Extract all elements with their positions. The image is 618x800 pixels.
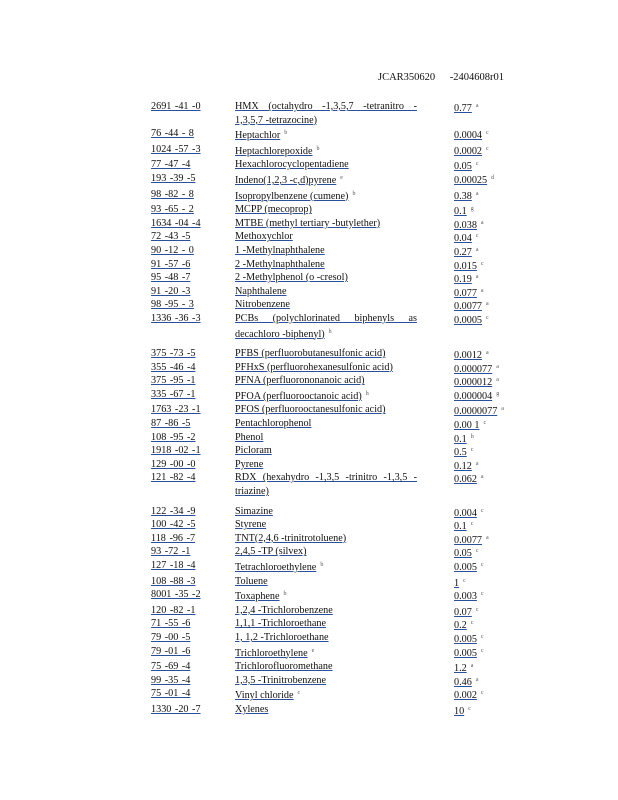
chemical-name-text: Phenol [235, 431, 264, 443]
concentration-text: 0.003 [454, 591, 477, 603]
concentration-footnote-marker: c [468, 705, 471, 712]
cas-number: 335 -67 -1 [151, 388, 196, 400]
chemical-name [235, 660, 417, 674]
name-footnote-marker: b [352, 190, 356, 197]
chemical-name [235, 631, 417, 645]
concentration-value [454, 471, 484, 487]
concentration-value [454, 188, 479, 204]
chemical-name-text: Xylenes [235, 703, 269, 715]
chemical-name [235, 458, 417, 472]
chemical-name-text: Styrene [235, 519, 267, 531]
table-row [151, 703, 531, 717]
name-footnote-marker: b [320, 562, 324, 568]
concentration-text: 0.1 [454, 521, 467, 533]
chemical-name-text: Vinyl chloride [235, 690, 294, 702]
table-row [151, 588, 531, 604]
table-row [151, 347, 531, 361]
chemical-name-text: HMX (octahydro -1,3,5,7 -tetranitro - 1,3,5,7 -tetrazocine) [235, 101, 417, 126]
cas-number: 98 -82 - 8 [151, 188, 194, 200]
concentration-footnote-marker: a [475, 190, 479, 197]
concentration-value [454, 143, 489, 159]
concentration-footnote-marker: a [496, 363, 499, 370]
chemical-name-text: Methoxychlor [235, 231, 293, 243]
chemical-name-text: 1,3,5 -Trinitrobenzene [235, 674, 327, 686]
chemical-name-text: Indeno(1,2,3 -c,d)pyrene [235, 174, 337, 186]
concentration-text: 0.27 [454, 246, 472, 258]
concentration-text: 0.000012 [454, 377, 493, 389]
table-row [151, 645, 531, 661]
name-footnote-marker: b [284, 130, 288, 137]
chemical-name-text: 1,2,4 -Trichlorobenzene [235, 604, 333, 616]
cas-number: 93 -72 -1 [151, 546, 191, 558]
chemical-name-text: TNT(2,4,6 -trinitrotoluene) [235, 532, 347, 544]
concentration-text: 0.1 [454, 433, 467, 445]
chemical-name-text: Pentachlorophenol [235, 418, 312, 430]
table-row [151, 431, 531, 445]
concentration-footnote-marker: a [480, 474, 484, 481]
concentration-text: 0.077 [454, 287, 477, 299]
concentration-footnote-marker: h [470, 433, 474, 440]
table-row [151, 188, 531, 204]
concentration-text: 0.0012 [454, 350, 483, 362]
chemical-name [235, 559, 417, 575]
name-footnote-marker: c [297, 690, 301, 697]
cas-number: 1330 -20 -7 [151, 703, 201, 715]
concentration-text: 0.004 [454, 507, 477, 519]
table-row [151, 217, 531, 231]
table-row [151, 471, 531, 498]
concentration-text: 0.0077 [454, 301, 483, 313]
chemical-name [235, 172, 417, 188]
concentration-footnote-marker: c [480, 507, 484, 514]
concentration-footnote-marker: c [480, 647, 484, 654]
concentration-footnote-marker: c [470, 447, 474, 454]
chemical-name [235, 545, 417, 559]
concentration-text: 0.0000077 [454, 406, 498, 418]
name-footnote-marker: h [328, 328, 332, 335]
chemical-name [235, 588, 417, 604]
cas-number: 2691 -41 -0 [151, 101, 201, 112]
concentration-text: 0.38 [454, 190, 472, 202]
table-row [151, 374, 531, 388]
chemical-name [235, 244, 417, 258]
concentration-footnote-marker: a [475, 460, 479, 467]
chemical-name-text: 1,1,1 -Trichloroethane [235, 618, 327, 630]
chemical-name-text: PFBS (perfluorobutanesulfonic acid) [235, 348, 386, 360]
concentration-text: 0.0004 [454, 130, 483, 142]
cas-number: 91 -20 -3 [151, 285, 191, 297]
chemical-name [235, 674, 417, 688]
cas-number: 91 -57 -6 [151, 258, 191, 270]
chemical-name [235, 417, 417, 431]
cas-number: 108 -88 -3 [151, 575, 196, 587]
cas-number: 355 -46 -4 [151, 361, 196, 373]
chemical-name [235, 388, 417, 404]
table-row [151, 505, 531, 519]
concentration-footnote-marker: a [486, 534, 489, 541]
chemical-name [235, 230, 417, 244]
chemical-name-text: PFOA (perfluorooctanoic acid) [235, 390, 362, 402]
chemical-name-text: Picloram [235, 445, 272, 457]
table-row [151, 361, 531, 375]
chemical-name-text: 2,4,5 -TP (silvex) [235, 546, 307, 558]
cas-number: 375 -95 -1 [151, 375, 196, 387]
table-row [151, 230, 531, 244]
concentration-footnote-marker: a [486, 350, 489, 357]
chemical-name [235, 687, 417, 703]
chemical-name-text: PFNA (perfluorononanoic acid) [235, 375, 365, 387]
chemical-name-text: RDX (hexahydro -1,3,5 -trinitro -1,3,5 - triazine) [235, 472, 417, 498]
concentration-footnote-marker: c [470, 620, 474, 627]
table-row [151, 417, 531, 431]
concentration-footnote-marker: c [480, 690, 484, 697]
concentration-value [454, 645, 484, 661]
document-code: -2404608r01 [449, 72, 505, 83]
concentration-footnote-marker: c [475, 548, 479, 555]
chemical-name-text: Toxaphene [235, 591, 280, 603]
chemical-name-text: Trichlorofluoromethane [235, 661, 333, 673]
page-header [378, 72, 504, 83]
chemical-name-text: Heptachlor [235, 130, 281, 142]
chemical-name-text: 1 -Methylnaphthalene [235, 244, 325, 256]
concentration-text: 0.000004 [454, 390, 493, 402]
concentration-value [454, 172, 494, 188]
concentration-footnote-marker: c [475, 606, 479, 613]
concentration-value [454, 100, 479, 116]
chemical-name [235, 617, 417, 631]
concentration-footnote-marker: g [470, 206, 474, 213]
chemical-name-text: 1, 1,2 -Trichloroethane [235, 631, 329, 643]
table-row [151, 258, 531, 272]
chemical-name [235, 604, 417, 618]
cas-number: 1763 -23 -1 [151, 404, 201, 416]
table-row [151, 285, 531, 299]
cas-number: 93 -65 - 2 [151, 204, 194, 216]
name-footnote-marker: e [340, 174, 343, 181]
concentration-footnote-marker: c [480, 591, 484, 598]
concentration-footnote-marker: c [486, 130, 489, 137]
concentration-text: 0.0005 [454, 314, 483, 326]
table-row [151, 631, 531, 645]
chemical-name [235, 532, 417, 546]
concentration-value [454, 687, 484, 703]
concentration-text: 0.038 [454, 219, 477, 231]
cas-number: 98 -95 - 3 [151, 299, 194, 311]
concentration-footnote-marker: a [475, 676, 479, 683]
chemical-name [235, 518, 417, 532]
chemical-name [235, 645, 417, 661]
cas-number: 120 -82 -1 [151, 604, 196, 616]
chemical-name-text: PFHxS (perfluorohexanesulfonic acid) [235, 361, 393, 373]
cas-number: 1336 -36 -3 [151, 312, 201, 324]
concentration-text: 0.000077 [454, 363, 493, 375]
cas-number: 79 -00 -5 [151, 631, 191, 643]
table-row [151, 172, 531, 188]
concentration-text: 0.04 [454, 233, 472, 245]
chemical-name-text: Nitrobenzene [235, 299, 290, 311]
concentration-footnote-marker: c [486, 145, 489, 152]
concentration-text: 0.19 [454, 274, 472, 286]
concentration-footnote-marker: a [475, 246, 479, 253]
cas-number: 99 -35 -4 [151, 674, 191, 686]
name-footnote-marker: h [365, 390, 369, 397]
cas-number: 122 -34 -9 [151, 505, 196, 517]
concentration-text: 0.2 [454, 620, 467, 632]
concentration-footnote-marker: a [501, 406, 504, 413]
table-row [151, 674, 531, 688]
cas-number: 76 -44 - 8 [151, 128, 194, 140]
chemical-name [235, 217, 417, 231]
table-row [151, 271, 531, 285]
cas-number: 100 -42 -5 [151, 519, 196, 531]
concentration-footnote-marker: a [480, 287, 484, 294]
chemical-name [235, 471, 417, 498]
concentration-text: 0.002 [454, 690, 477, 702]
table-row [151, 127, 531, 143]
concentration-footnote-marker: d [491, 174, 495, 181]
concentration-text: 0.005 [454, 562, 477, 573]
chemical-name [235, 158, 417, 172]
concentration-value [454, 312, 489, 328]
concentration-value [454, 388, 499, 404]
chemical-name-text: MTBE (methyl tertiary -butylether) [235, 217, 381, 229]
chemical-name-text: Tetrachloroethylene [235, 562, 317, 573]
cas-number: 1634 -04 -4 [151, 217, 201, 229]
concentration-text: 0.77 [454, 103, 472, 114]
concentration-footnote-marker: c [475, 233, 479, 240]
chemical-name-text: Heptachlorepoxide [235, 145, 313, 157]
table-row [151, 244, 531, 258]
chemical-name [235, 312, 417, 341]
table-row [151, 518, 531, 532]
concentration-text: 0.5 [454, 447, 467, 459]
table-row [151, 403, 531, 417]
concentration-footnote-marker: c [463, 577, 466, 584]
cas-number: 193 -39 -5 [151, 172, 196, 184]
chemical-name-text: Trichloroethylene [235, 647, 308, 659]
cas-number: 87 -86 -5 [151, 418, 191, 430]
chemical-name [235, 505, 417, 519]
concentration-text: 0.005 [454, 647, 477, 659]
table-row [151, 532, 531, 546]
cas-number: 108 -95 -2 [151, 431, 196, 443]
table-row [151, 158, 531, 172]
chemical-name-text: Naphthalene [235, 285, 287, 297]
cas-number: 8001 -35 -2 [151, 589, 201, 601]
chemical-name-text: Simazine [235, 505, 273, 517]
concentration-text: 0.062 [454, 474, 477, 486]
chemical-name [235, 188, 417, 204]
concentration-value [454, 703, 471, 719]
concentration-text: 0.0077 [454, 534, 483, 546]
concentration-text: 0.00025 [454, 174, 488, 186]
table-row [151, 617, 531, 631]
cas-number: 71 -55 -6 [151, 618, 191, 630]
chemical-name [235, 347, 417, 361]
cas-number: 127 -18 -4 [151, 560, 196, 571]
contaminant-table [151, 100, 531, 717]
concentration-text: 0.005 [454, 633, 477, 645]
concentration-value [454, 559, 484, 575]
chemical-name-text: MCPP (mecoprop) [235, 204, 312, 216]
cas-number: 75 -01 -4 [151, 688, 191, 700]
concentration-footnote-marker: a [475, 103, 479, 109]
table-row [151, 575, 531, 589]
table-row [151, 444, 531, 458]
chemical-name [235, 703, 417, 717]
cas-number: 77 -47 -4 [151, 159, 191, 171]
concentration-footnote-marker: a [470, 663, 474, 670]
concentration-text: 0.05 [454, 548, 472, 560]
cas-number: 95 -48 -7 [151, 272, 191, 284]
concentration-text: 0.46 [454, 676, 472, 688]
name-footnote-marker: b [283, 591, 287, 598]
chemical-name-text: 2 -Methylphenol (o -cresol) [235, 272, 348, 284]
concentration-footnote-marker: c [470, 521, 474, 528]
chemical-name-text: PCBs (polychlorinated biphenyls as decachloro -biphenyl) [235, 312, 417, 340]
chemical-name [235, 143, 417, 159]
concentration-footnote-marker: c [486, 314, 489, 321]
table-row [151, 388, 531, 404]
document-id: JCAR350620 [378, 72, 436, 83]
chemical-name [235, 127, 417, 143]
concentration-text: 0.12 [454, 460, 472, 472]
chemical-name [235, 431, 417, 445]
cas-number: 75 -69 -4 [151, 661, 191, 673]
chemical-name [235, 258, 417, 272]
table-row [151, 559, 531, 575]
concentration-footnote-marker: c [475, 161, 479, 168]
chemical-name [235, 361, 417, 375]
table-row [151, 660, 531, 674]
name-footnote-marker: e [311, 647, 315, 654]
table-row [151, 143, 531, 159]
concentration-text: 10 [454, 705, 465, 717]
table-row [151, 312, 531, 341]
table-row [151, 687, 531, 703]
table-row [151, 458, 531, 472]
chemical-name [235, 444, 417, 458]
chemical-name-text: Isopropylbenzene (cumene) [235, 190, 349, 202]
concentration-text: 0.07 [454, 606, 472, 618]
concentration-text: 0.00 1 [454, 420, 480, 432]
cas-number: 121 -82 -4 [151, 472, 196, 484]
concentration-text: 0.0002 [454, 145, 483, 157]
cas-number: 1918 -02 -1 [151, 445, 201, 457]
chemical-name-text: Pyrene [235, 458, 264, 470]
cas-number: 1024 -57 -3 [151, 143, 201, 155]
name-footnote-marker: b [316, 145, 320, 152]
chemical-name [235, 285, 417, 299]
cas-number: 72 -43 -5 [151, 231, 191, 243]
cas-number: 129 -00 -0 [151, 458, 196, 470]
concentration-text: 0.1 [454, 206, 467, 218]
concentration-value [454, 588, 484, 604]
chemical-name [235, 403, 417, 417]
chemical-name [235, 374, 417, 388]
cas-number: 79 -01 -6 [151, 645, 191, 657]
chemical-name [235, 298, 417, 312]
cas-number: 118 -96 -7 [151, 532, 196, 544]
concentration-footnote-marker: c [480, 633, 484, 640]
chemical-name-text: PFOS (perfluorooctanesulfonic acid) [235, 404, 386, 416]
concentration-footnote-marker: a [480, 219, 484, 226]
table-row [151, 604, 531, 618]
concentration-footnote-marker: a [496, 377, 499, 384]
concentration-footnote-marker: g [496, 390, 500, 397]
cas-number: 375 -73 -5 [151, 348, 196, 360]
concentration-text: 0.015 [454, 260, 477, 272]
concentration-footnote-marker: c [480, 562, 484, 568]
cas-number: 90 -12 - 0 [151, 244, 194, 256]
concentration-footnote-marker: c [483, 420, 487, 427]
table-row [151, 100, 531, 127]
concentration-text: 1 [454, 577, 460, 589]
chemical-name-text: Hexachlorocyclopentadiene [235, 159, 349, 171]
concentration-text: 0.05 [454, 161, 472, 173]
table-row [151, 545, 531, 559]
chemical-name [235, 203, 417, 217]
concentration-footnote-marker: a [475, 274, 479, 281]
chemical-name [235, 100, 417, 127]
chemical-name-text: 2 -Methylnaphthalene [235, 258, 325, 270]
concentration-value [454, 127, 489, 143]
concentration-footnote-marker: c [480, 260, 484, 267]
chemical-name [235, 575, 417, 589]
chemical-name [235, 271, 417, 285]
concentration-footnote-marker: a [486, 301, 489, 308]
table-row [151, 298, 531, 312]
table-row [151, 203, 531, 217]
concentration-text: 1.2 [454, 663, 467, 675]
chemical-name-text: Toluene [235, 575, 268, 587]
